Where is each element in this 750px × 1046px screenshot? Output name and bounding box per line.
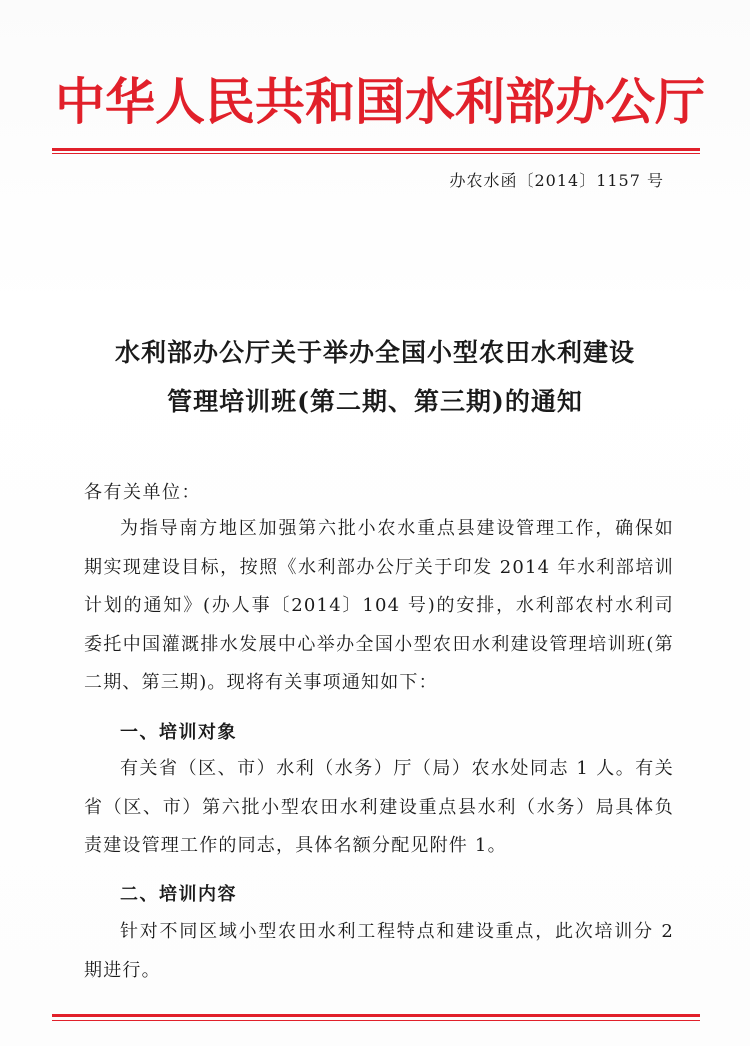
document-title-line-1: 水利部办公厅关于举办全国小型农田水利建设 [114,338,635,367]
letterhead-red-rule [52,148,700,151]
section-body-2: 针对不同区域小型农田水利工程特点和建设重点，此次培训分 2 期进行。 [84,921,674,981]
salutation: 各有关单位： [84,482,201,503]
letterhead-red-rule-thin [52,153,700,154]
document-title-line-2: 管理培训班(第二期、第三期)的通知 [167,387,583,416]
footer-red-rule [52,1014,700,1017]
intro-paragraph: 为指导南方地区加强第六批小农水重点县建设管理工作，确保如期实现建设目标，按照《水利部办公厅关于印发 2014 年水利部培训计划的通知》(办人事〔2014〕104 号)的安排，水利部农村水利司委托中国灌溉排水发展中心举办全国小型农田水利建设管理培训班(第二期、第三期)。现将有关事项通知如下： [84,518,674,693]
letterhead-title: 中华人民共和国水利部办公厅 [55,73,705,131]
document-number: 办农水函〔2014〕1157 号 [449,171,664,190]
footer-red-rule-thin [52,1020,700,1021]
section-heading-1: 一、培训对象 [120,722,237,743]
section-body-1: 有关省（区、市）水利（水务）厅（局）农水处同志 1 人。有关省（区、市）第六批小型农田水利建设重点县水利（水务）局具体负责建设管理工作的同志，具体名额分配见附件 1。 [84,758,674,856]
section-heading-2: 二、培训内容 [120,884,237,905]
